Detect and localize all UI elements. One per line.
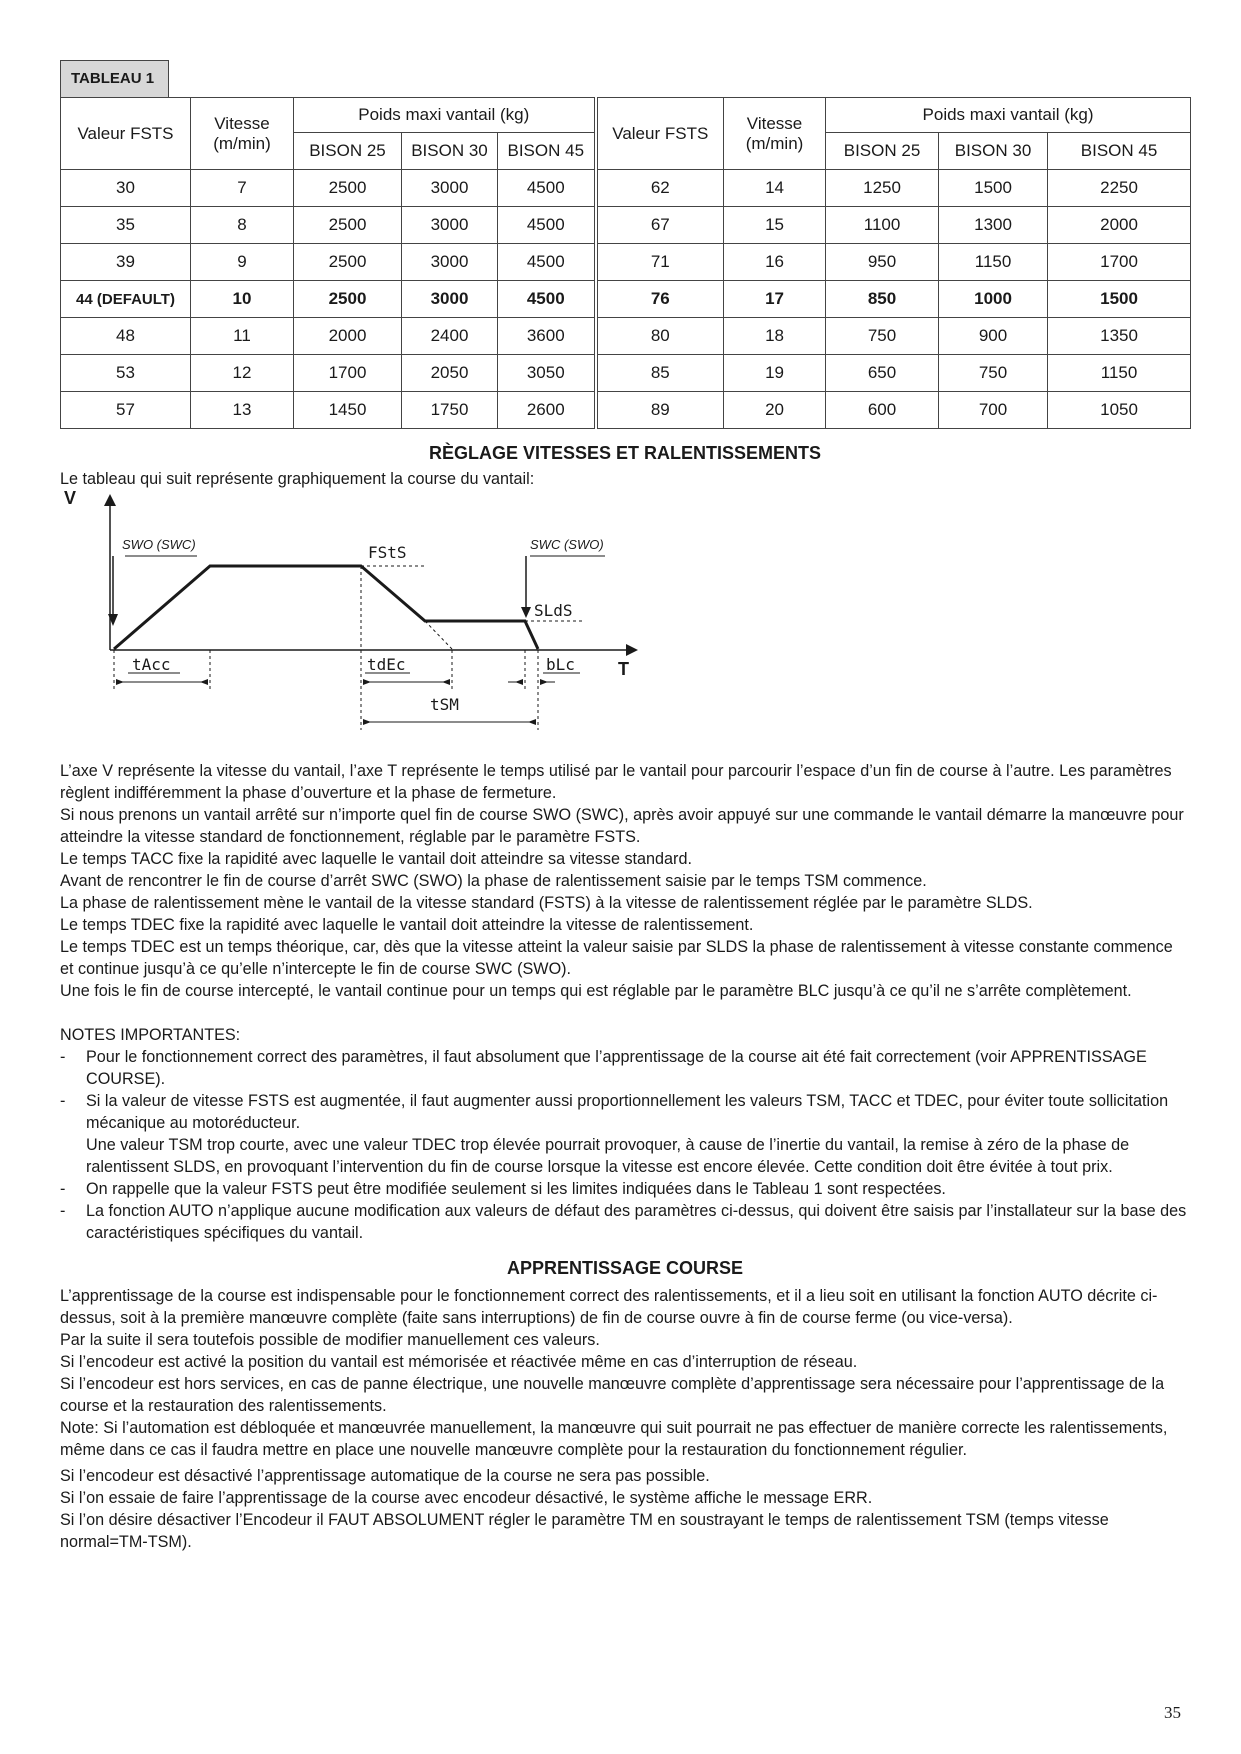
table-cell: 44 (DEFAULT) <box>61 281 191 318</box>
intro-text: Le tableau qui suit représente graphiquement la course du vantail: <box>60 470 535 488</box>
speed-diagram <box>60 490 1190 752</box>
table-cell: 18 <box>724 318 826 355</box>
table-body <box>61 170 1191 429</box>
table-row <box>61 392 1191 429</box>
notes-list <box>60 1046 1190 1244</box>
explanation-paragraphs <box>60 760 1190 1002</box>
table-cell: 12 <box>191 355 294 392</box>
header-poids-2: Poids maxi vantail (kg) <box>826 98 1191 133</box>
table-cell: 3000 <box>402 281 498 318</box>
table-cell: 1150 <box>939 244 1048 281</box>
table-cell: 750 <box>826 318 939 355</box>
table-cell: 600 <box>826 392 939 429</box>
table-row <box>61 318 1191 355</box>
table-cell: 2000 <box>1048 207 1191 244</box>
table-cell: 2500 <box>294 170 402 207</box>
section-title-reglage: RÈGLAGE VITESSES ET RALENTISSEMENTS <box>428 443 822 463</box>
table-cell: 1050 <box>1048 392 1191 429</box>
table-cell: 1500 <box>1048 281 1191 318</box>
table-cell: 8 <box>191 207 294 244</box>
table-cell: 16 <box>724 244 826 281</box>
speed-profile <box>114 566 538 649</box>
note-item: - La fonction AUTO n’applique aucune modification aux valeurs de défaut des paramètres ci-dessus, qui doivent être saisis par l’installateur sur la base des caractéristiques spécifiques du vantail. <box>60 1202 1187 1242</box>
table-cell: 1250 <box>826 170 939 207</box>
table-cell: 10 <box>191 281 294 318</box>
table-cell: 2250 <box>1048 170 1191 207</box>
table-cell: 1000 <box>939 281 1048 318</box>
table-cell: 3050 <box>498 355 596 392</box>
paragraph: L’apprentissage de la course est indispensable pour le fonctionnement correct des ralentissements, et il a lieu soit en utilisant la fonction AUTO décrite ci-dessus, soit à la première manœuvre complète (faite sans interruptions) de fin de course ouvre à fin de course ferme (ou vice-versa). <box>60 1287 1158 1327</box>
table-cell: 89 <box>596 392 724 429</box>
note-item: - Si la valeur de vitesse FSTS est augmentée, il faut augmenter aussi proportionnellement les valeurs TSM, TACC et TDEC, pour éviter toute sollicitation mécanique au motoréducteur. Une valeur TSM trop courte, avec une valeur TDEC trop élevée pourrait provoquer, à cause de l’inertie du vantail, la remise à zéro de la phase de ralentissent SLDS, en provoquant l’intervention du fin de course lorsque la vitesse est encore élevée. Cette condition doit être évitée à tout prix. <box>60 1092 1169 1176</box>
table-cell: 14 <box>724 170 826 207</box>
speed-diagram-svg <box>60 490 660 752</box>
table-cell: 1750 <box>402 392 498 429</box>
table-cell: 1700 <box>294 355 402 392</box>
table-cell: 19 <box>724 355 826 392</box>
table-cell: 750 <box>939 355 1048 392</box>
table-cell: 700 <box>939 392 1048 429</box>
note-item: - Pour le fonctionnement correct des paramètres, il faut absolument que l’apprentissage de la course ait été fait correctement (voir APPRENTISSAGE COURSE). <box>60 1048 1147 1088</box>
table-cell: 71 <box>596 244 724 281</box>
table-cell: 80 <box>596 318 724 355</box>
fsts-label: FStS <box>368 543 407 562</box>
table-cell: 950 <box>826 244 939 281</box>
table-cell: 20 <box>724 392 826 429</box>
header-valeur-2: Valeur FSTS <box>596 98 724 170</box>
header-poids: Poids maxi vantail (kg) <box>294 98 596 133</box>
table-row <box>61 281 1191 318</box>
table-cell: 1450 <box>294 392 402 429</box>
table-cell: 3000 <box>402 244 498 281</box>
paragraph: La phase de ralentissement mène le vantail de la vitesse standard (FSTS) à la vitesse de ralentissement réglée par le paramètre SLDS. <box>60 894 1033 912</box>
table-cell: 1150 <box>1048 355 1191 392</box>
table-cell: 1500 <box>939 170 1048 207</box>
table-cell: 2050 <box>402 355 498 392</box>
header-vitesse-2: Vitesse (m/min) <box>724 98 826 170</box>
tsm-label: tSM <box>430 695 459 714</box>
table-tag: TABLEAU 1 <box>60 60 169 97</box>
tdec-theoretical <box>425 621 452 649</box>
table-cell: 17 <box>724 281 826 318</box>
header-bison45: BISON 45 <box>498 133 596 170</box>
paragraph: Le temps TDEC est un temps théorique, car, dès que la vitesse atteint la valeur saisie par SLDS la phase de ralentissement à vitesse constante commence et continue jusqu’à ce qu’elle n’intercepte le fin de course SWC (SWO). <box>60 938 1173 978</box>
table-cell: 2500 <box>294 207 402 244</box>
table-cell: 39 <box>61 244 191 281</box>
table-cell: 2500 <box>294 244 402 281</box>
section-title-apprentissage: APPRENTISSAGE COURSE <box>506 1258 744 1278</box>
table-cell: 48 <box>61 318 191 355</box>
header-bison25-2: BISON 25 <box>826 133 939 170</box>
table-cell: 62 <box>596 170 724 207</box>
table-cell: 4500 <box>498 244 596 281</box>
table-cell: 35 <box>61 207 191 244</box>
blc-label: bLc <box>546 655 575 674</box>
table-cell: 850 <box>826 281 939 318</box>
table-cell: 15 <box>724 207 826 244</box>
t-axis-arrow <box>626 644 638 656</box>
paragraph: Le temps TDEC fixe la rapidité avec laquelle le vantail doit atteindre la vitesse de ralentissement. <box>60 916 754 934</box>
paragraph: Si l’encodeur est activé la position du vantail est mémorisée et réactivée même en cas d’interruption de réseau. <box>60 1353 858 1371</box>
table-row <box>61 207 1191 244</box>
table-cell: 2600 <box>498 392 596 429</box>
paragraph: Le temps TACC fixe la rapidité avec laquelle le vantail doit atteindre sa vitesse standard. <box>60 850 692 868</box>
paragraph: Note: Si l’automation est débloquée et manœuvrée manuellement, la manœuvre qui suit pourrait ne pas effectuer de manière correcte les ralentissements, même dans ce cas il faudra mettre en place une nouvelle manœuvre complète pour la restauration du fonctionnement régulier. <box>60 1419 1168 1459</box>
table-row <box>61 355 1191 392</box>
table-cell: 76 <box>596 281 724 318</box>
table-cell: 900 <box>939 318 1048 355</box>
table-cell: 53 <box>61 355 191 392</box>
table-row <box>61 170 1191 207</box>
paragraph: Si l’encodeur est désactivé l’apprentissage automatique de la course ne sera pas possible. <box>60 1467 710 1485</box>
table-cell: 11 <box>191 318 294 355</box>
note-item: - On rappelle que la valeur FSTS peut être modifiée seulement si les limites indiquées dans le Tableau 1 sont respectées. <box>60 1180 946 1198</box>
notes-title: NOTES IMPORTANTES: <box>60 1026 241 1044</box>
table-cell: 30 <box>61 170 191 207</box>
header-bison25: BISON 25 <box>294 133 402 170</box>
paragraph: Si l’on désire désactiver l’Encodeur il FAUT ABSOLUMENT régler le paramètre TM en soustrayant le temps de ralentissement TSM (temps vitesse normal=TM-TSM). <box>60 1511 1109 1551</box>
table-cell: 13 <box>191 392 294 429</box>
paragraph: Si l’encodeur est hors services, en cas de panne électrique, une nouvelle manœuvre complète d’apprentissage sera nécessaire pour l’apprentissage de la course et la restauration des ralentissements. <box>60 1375 1165 1415</box>
paragraph: Une fois le fin de course intercepté, le vantail continue pour un temps qui est réglable par le paramètre BLC jusqu’à ce qu’il ne s’arrête complètement. <box>60 982 1132 1000</box>
paragraph: Si nous prenons un vantail arrêté sur n’importe quel fin de course SWO (SWC), après avoir appuyé sur une commande le vantail démarre la manœuvre pour atteindre la vitesse standard de fonctionnement, réglable par le paramètre FSTS. <box>60 806 1184 846</box>
table-cell: 4500 <box>498 170 596 207</box>
paragraph: Par la suite il sera toutefois possible de modifier manuellement ces valeurs. <box>60 1331 600 1349</box>
tacc-label: tAcc <box>132 655 171 674</box>
v-axis-arrow <box>104 494 116 506</box>
header-valeur: Valeur FSTS <box>61 98 191 170</box>
table-cell: 1300 <box>939 207 1048 244</box>
table-cell: 1700 <box>1048 244 1191 281</box>
swc-label: SWC (SWO) <box>530 537 604 552</box>
table-cell: 3000 <box>402 207 498 244</box>
table-cell: 2500 <box>294 281 402 318</box>
page <box>60 60 1190 1553</box>
header-vitesse: Vitesse (m/min) <box>191 98 294 170</box>
header-bison45-2: BISON 45 <box>1048 133 1191 170</box>
table-cell: 67 <box>596 207 724 244</box>
page-number: 35 <box>1164 1703 1181 1722</box>
table-cell: 1350 <box>1048 318 1191 355</box>
table-cell: 7 <box>191 170 294 207</box>
swo-label: SWO (SWC) <box>122 537 196 552</box>
table-cell: 4500 <box>498 281 596 318</box>
table-cell: 1100 <box>826 207 939 244</box>
table-cell: 4500 <box>498 207 596 244</box>
axis-t-label: T <box>618 659 629 679</box>
paragraph: L’axe V représente la vitesse du vantail, l’axe T représente le temps utilisé par le vantail pour parcourir l’espace d’un fin de course à l’autre. Les paramètres règlent indifféremment la phase d’ouverture et la phase de fermeture. <box>60 762 1172 802</box>
paragraph: Avant de rencontrer le fin de course d’arrêt SWC (SWO) la phase de ralentissement saisie par le temps TSM commence. <box>60 872 927 890</box>
table-cell: 2000 <box>294 318 402 355</box>
paragraph: Si l’on essaie de faire l’apprentissage de la course avec encodeur désactivé, le système affiche le message ERR. <box>60 1489 873 1507</box>
axis-v-label: V <box>64 490 77 508</box>
table-row <box>61 244 1191 281</box>
table-cell: 3000 <box>402 170 498 207</box>
slds-label: SLdS <box>534 601 573 620</box>
table-cell: 3600 <box>498 318 596 355</box>
header-bison30: BISON 30 <box>402 133 498 170</box>
table-cell: 2400 <box>402 318 498 355</box>
table-cell: 57 <box>61 392 191 429</box>
speed-weight-table <box>60 97 1191 429</box>
tdec-label: tdEc <box>367 655 406 674</box>
header-bison30-2: BISON 30 <box>939 133 1048 170</box>
apprentissage-paragraphs <box>60 1285 1190 1553</box>
table-cell: 650 <box>826 355 939 392</box>
table-cell: 9 <box>191 244 294 281</box>
table-cell: 85 <box>596 355 724 392</box>
